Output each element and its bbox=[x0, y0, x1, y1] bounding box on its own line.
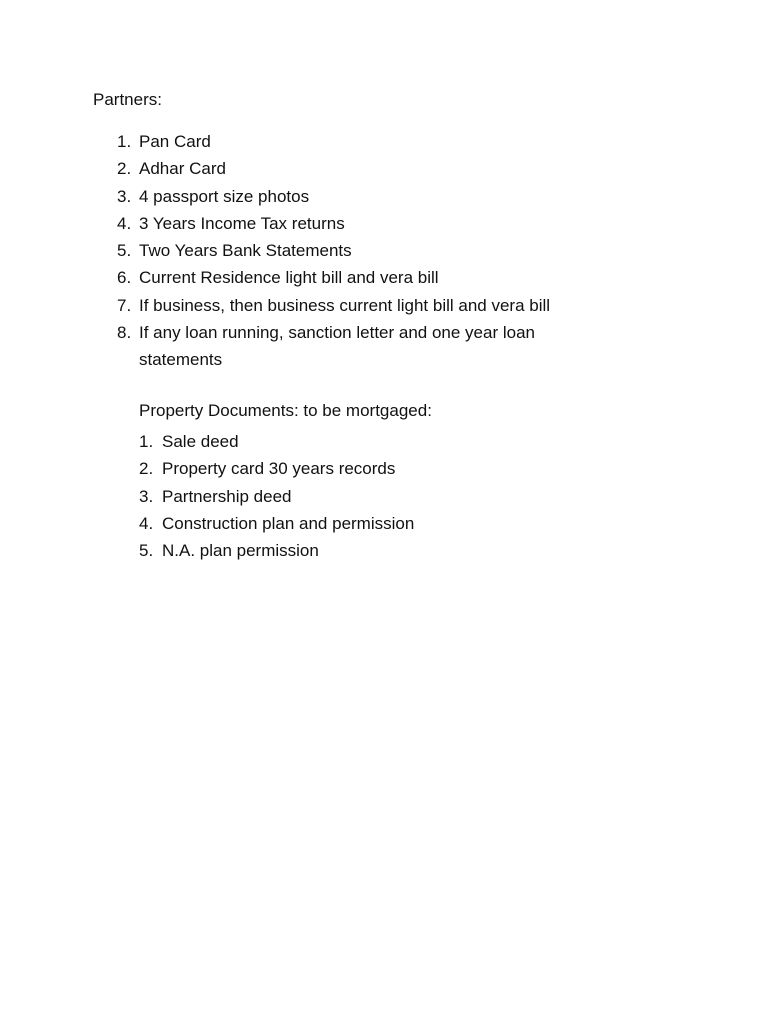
list-item bbox=[139, 455, 414, 482]
list-item-number: 2. bbox=[139, 459, 154, 479]
list-item-text: Sale deed bbox=[162, 432, 239, 451]
list-item-number: 4. bbox=[117, 213, 132, 233]
list-item-text: If any loan running, sanction letter and one year loan statements bbox=[139, 323, 535, 370]
list-item-text: Construction plan and permission bbox=[162, 513, 415, 533]
list-item-number: 5. bbox=[117, 241, 132, 261]
list-item-number: 3. bbox=[139, 486, 154, 506]
list-item-number: 5. bbox=[139, 541, 154, 561]
list-item-text: N.A. plan permission bbox=[162, 541, 319, 561]
list-item bbox=[117, 210, 599, 237]
partners-list bbox=[117, 128, 599, 374]
list-item-text: Partnership deed bbox=[162, 486, 292, 506]
list-item bbox=[139, 510, 414, 537]
property-documents-list bbox=[139, 428, 414, 564]
list-item-number: 1. bbox=[117, 132, 132, 151]
list-item bbox=[139, 428, 414, 455]
list-item-number: 1. bbox=[139, 432, 154, 451]
list-item-number: 7. bbox=[117, 295, 132, 315]
list-item bbox=[117, 155, 599, 182]
list-item-text: Two Years Bank Statements bbox=[139, 241, 352, 261]
list-item-number: 8. bbox=[117, 323, 132, 343]
list-item bbox=[139, 537, 414, 564]
list-item-number: 4. bbox=[139, 513, 154, 533]
list-item bbox=[117, 128, 599, 155]
list-item-number: 3. bbox=[117, 186, 132, 206]
list-item bbox=[139, 483, 414, 510]
list-item-text: Current Residence light bill and vera bill bbox=[139, 268, 439, 288]
list-item bbox=[117, 319, 599, 374]
list-item-text: If business, then business current light bill and vera bill bbox=[139, 295, 551, 315]
list-item-text: 4 passport size photos bbox=[139, 186, 310, 206]
list-item-text: Property card 30 years records bbox=[162, 459, 396, 479]
list-item-text: Adhar Card bbox=[139, 159, 226, 179]
list-item bbox=[117, 237, 599, 264]
list-item-number: 6. bbox=[117, 268, 132, 288]
property-documents-heading: Property Documents: to be mortgaged: bbox=[139, 401, 432, 420]
list-item-text: 3 Years Income Tax returns bbox=[139, 213, 345, 233]
partners-heading: Partners: bbox=[93, 90, 162, 109]
list-item-text: Pan Card bbox=[139, 132, 211, 151]
list-item bbox=[117, 292, 599, 319]
list-item-number: 2. bbox=[117, 159, 132, 179]
list-item bbox=[117, 264, 599, 291]
list-item bbox=[117, 183, 599, 210]
